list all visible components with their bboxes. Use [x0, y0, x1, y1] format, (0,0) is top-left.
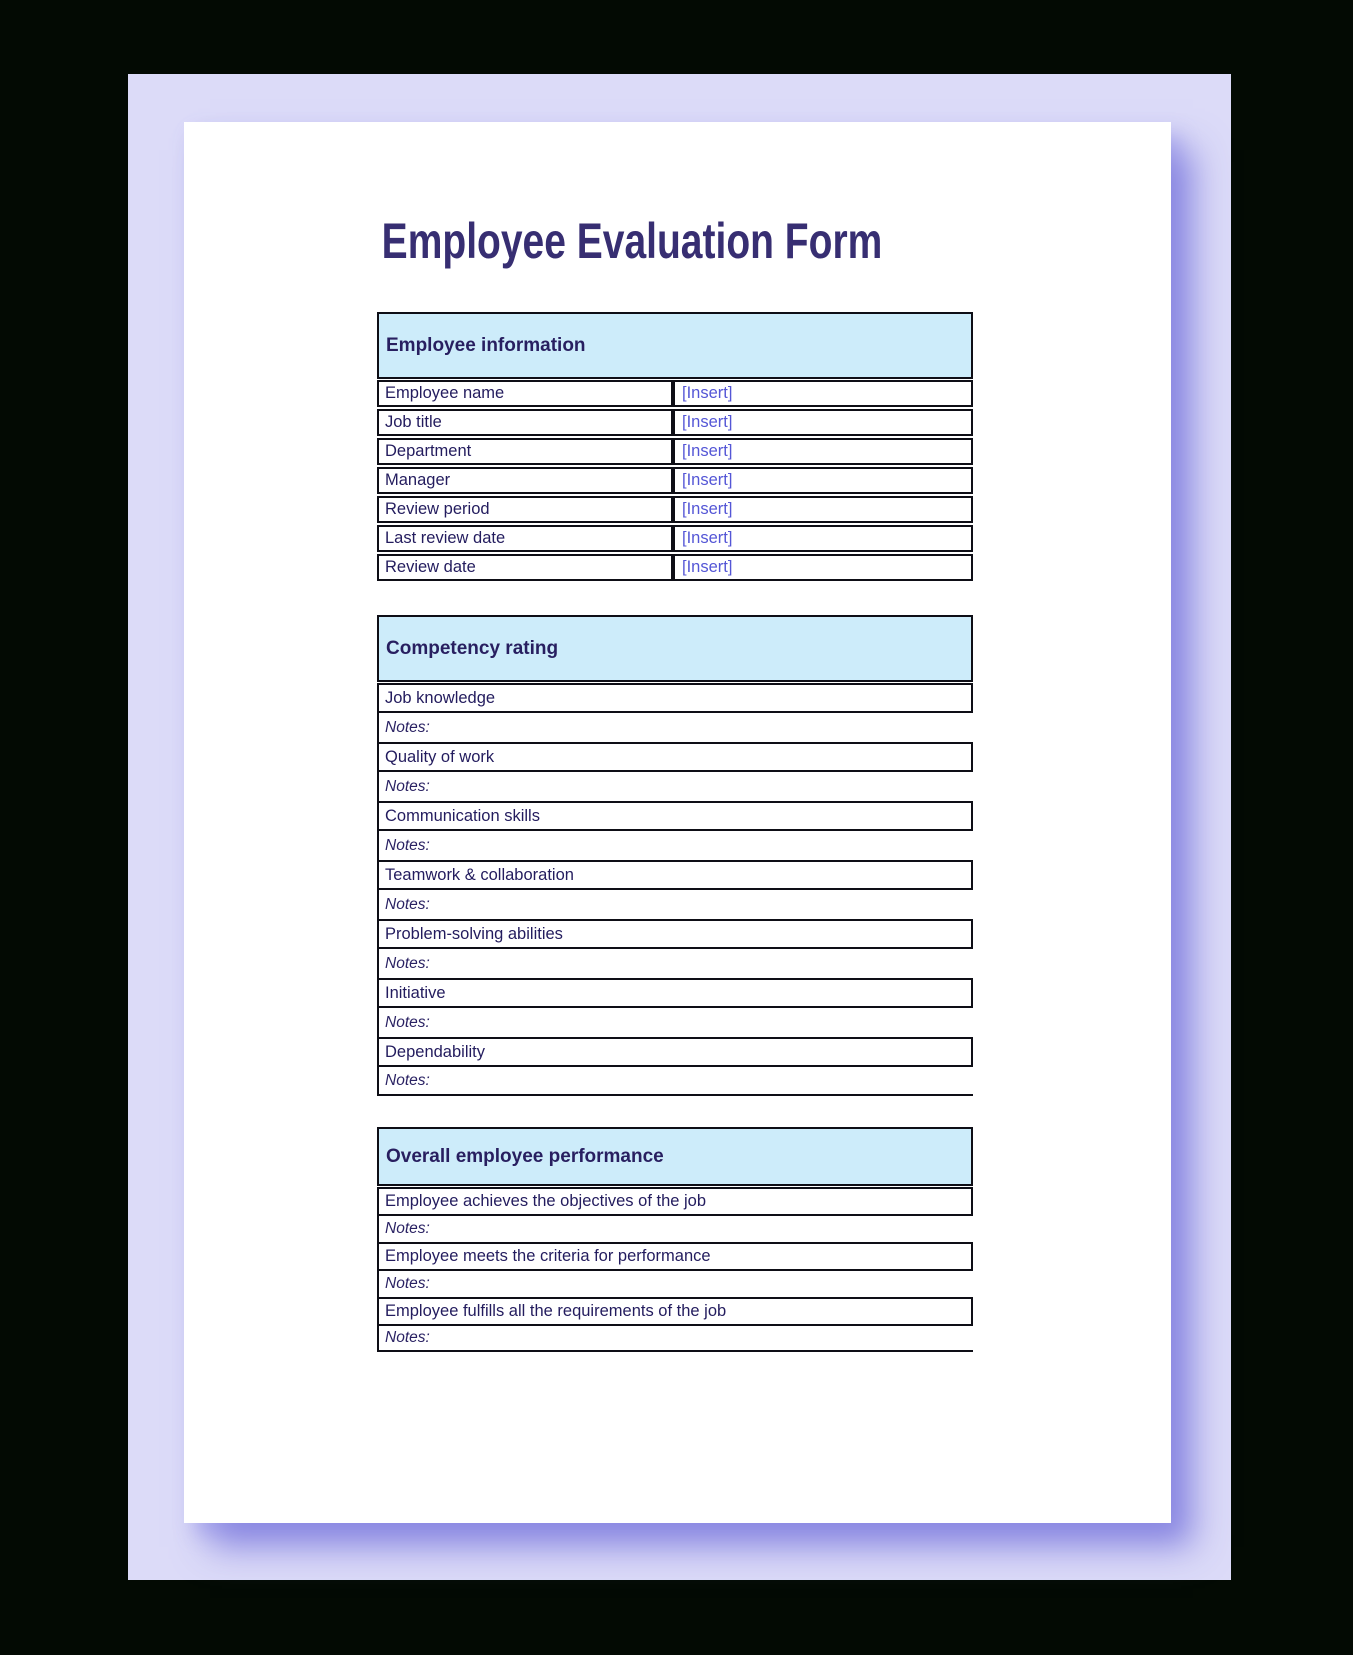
- notes-field[interactable]: [377, 949, 973, 978]
- table-row: [377, 438, 973, 465]
- insert-field[interactable]: [Insert]: [673, 527, 971, 550]
- section-header-competency-rating: [377, 615, 973, 682]
- row-label: Job title: [379, 411, 673, 434]
- notes-field[interactable]: [377, 831, 973, 860]
- row-label: Manager: [379, 469, 673, 492]
- section-competency-rating: [377, 615, 973, 1096]
- document-page: [184, 122, 1171, 1523]
- insert-field[interactable]: [Insert]: [673, 469, 971, 492]
- table-row: [377, 554, 973, 581]
- competency-row: Initiative: [377, 978, 973, 1008]
- notes-label: Notes:: [385, 895, 430, 913]
- performance-row: Employee meets the criteria for performance: [377, 1242, 973, 1271]
- row-label: Review date: [379, 556, 673, 579]
- notes-field[interactable]: [377, 890, 973, 919]
- notes-field[interactable]: [377, 713, 973, 742]
- competency-row: Job knowledge: [377, 683, 973, 713]
- insert-field[interactable]: [Insert]: [673, 382, 971, 405]
- competency-row: Dependability: [377, 1037, 973, 1067]
- competency-row: Quality of work: [377, 742, 973, 772]
- row-label: Employee name: [379, 382, 673, 405]
- notes-label: Notes:: [385, 1220, 430, 1237]
- notes-label: Notes:: [385, 1329, 430, 1346]
- insert-field[interactable]: [Insert]: [673, 440, 971, 463]
- row-label: Department: [379, 440, 673, 463]
- notes-label: Notes:: [385, 1013, 430, 1031]
- competency-row: Communication skills: [377, 801, 973, 831]
- notes-label: Notes:: [385, 954, 430, 972]
- notes-label: Notes:: [385, 718, 430, 736]
- notes-label: Notes:: [385, 777, 430, 795]
- table-row: [377, 409, 973, 436]
- table-row: [377, 525, 973, 552]
- insert-field[interactable]: [Insert]: [673, 411, 971, 434]
- section-header-label: Overall employee performance: [386, 1145, 664, 1167]
- section-header-label: Employee information: [386, 334, 586, 356]
- competency-row: Problem-solving abilities: [377, 919, 973, 949]
- row-label: Review period: [379, 498, 673, 521]
- insert-field[interactable]: [Insert]: [673, 556, 971, 579]
- page-title: Employee Evaluation Form: [381, 213, 883, 269]
- notes-field[interactable]: [377, 1326, 973, 1352]
- performance-row: Employee fulfills all the requirements of the job: [377, 1297, 973, 1326]
- competency-row: Teamwork & collaboration: [377, 860, 973, 890]
- section-employee-information: [377, 312, 973, 581]
- notes-field[interactable]: [377, 1271, 973, 1297]
- notes-label: Notes:: [385, 836, 430, 854]
- page-backdrop: [128, 74, 1231, 1580]
- section-overall-performance: [377, 1127, 973, 1352]
- table-row: [377, 467, 973, 494]
- document-content: [377, 122, 973, 1352]
- notes-field[interactable]: [377, 1008, 973, 1037]
- section-header-label: Competency rating: [386, 637, 559, 659]
- notes-field[interactable]: [377, 1216, 973, 1242]
- section-header-employee-information: [377, 312, 973, 379]
- performance-row: Employee achieves the objectives of the job: [377, 1187, 973, 1216]
- insert-field[interactable]: [Insert]: [673, 498, 971, 521]
- notes-label: Notes:: [385, 1071, 430, 1089]
- notes-field[interactable]: [377, 772, 973, 801]
- notes-field[interactable]: [377, 1067, 973, 1096]
- section-header-overall-performance: [377, 1127, 973, 1186]
- row-label: Last review date: [379, 527, 673, 550]
- table-row: [377, 380, 973, 407]
- table-row: [377, 496, 973, 523]
- notes-label: Notes:: [385, 1275, 430, 1292]
